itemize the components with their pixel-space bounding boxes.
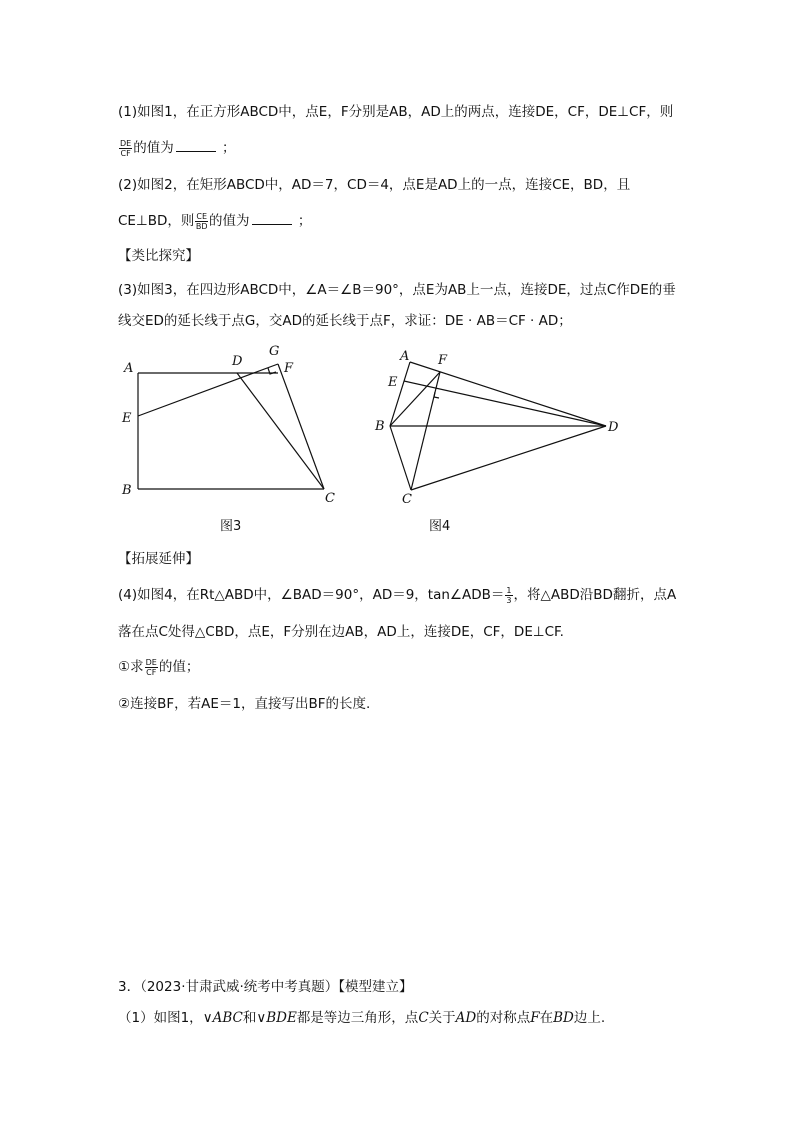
q4-sub1-fraction bbox=[145, 658, 158, 677]
q2-text-after: 的值为 bbox=[209, 213, 250, 229]
q2-fraction bbox=[195, 212, 208, 231]
fig4-line-BF bbox=[390, 372, 440, 426]
fig4-right-angle-mark bbox=[434, 392, 439, 398]
q3-line1: (3)如图3，在四边形ABCD中，∠A＝∠B＝90°，点E为AB上一点，连接DE，过点C作DE的垂 bbox=[118, 282, 676, 298]
p3-point-c: C bbox=[418, 1010, 429, 1026]
fig4-label-B: B bbox=[375, 419, 385, 434]
p3-triangle-bde: ∨BDE bbox=[256, 1010, 297, 1026]
q2-frac-den: BD bbox=[195, 221, 208, 231]
p3-text-k: 在 bbox=[539, 1010, 554, 1026]
fig3-label-D: D bbox=[232, 354, 243, 369]
q1-end: ； bbox=[222, 140, 236, 156]
fig4-side-AB bbox=[390, 362, 410, 426]
p3-line-bd: BD bbox=[553, 1010, 574, 1026]
fig4-label-D: D bbox=[608, 420, 619, 435]
q2-line1: (2)如图2，在矩形ABCD中，AD＝7，CD＝4，点E是AD上的一点，连接CE，BD，且 bbox=[118, 177, 631, 193]
p3-text-m: 边上. bbox=[573, 1010, 606, 1026]
fig4-line-ED bbox=[404, 381, 606, 426]
q1-frac-den: CF bbox=[120, 148, 131, 158]
figure-3 bbox=[121, 344, 335, 534]
p3-text-g: 关于 bbox=[428, 1010, 456, 1026]
q4-sub1 bbox=[118, 657, 199, 677]
q4-sub1-num: DE bbox=[145, 657, 157, 667]
fig3-label-E: E bbox=[122, 411, 132, 426]
p3-text-e: 都是等边三角形，点 bbox=[296, 1010, 419, 1026]
p3-text-a: （1）如图1， bbox=[118, 1010, 203, 1026]
p3-line-ad: AD bbox=[455, 1010, 477, 1026]
q1-frac-num: DE bbox=[120, 138, 132, 148]
section-analogy-heading: 【类比探究】 bbox=[118, 248, 199, 264]
q1-line1: (1)如图1，在正方形ABCD中，点E，F分别是AB，AD上的两点，连接DE，CF，DE⊥CF，则 bbox=[118, 104, 674, 120]
figures-area bbox=[0, 340, 794, 540]
q4-text-start: (4)如图4，在Rt△ABD中，∠BAD＝90°，AD＝9，tan∠ADB＝ bbox=[118, 587, 505, 603]
q4-tan-num: 1 bbox=[506, 585, 512, 595]
q3-line2: 线交ED的延长线于点G，交AD的延长线于点F，求证：DE · AB＝CF · AD； bbox=[118, 313, 572, 329]
fig3-label-C: C bbox=[325, 491, 335, 506]
q1-text-after: 的值为 bbox=[133, 140, 174, 156]
p3-text-c: 和 bbox=[242, 1010, 257, 1026]
q2-frac-num: CE bbox=[196, 211, 208, 221]
problem3-header: 3．（2023·甘肃武威·统考中考真题）【模型建立】 bbox=[118, 979, 413, 995]
fig3-label-G: G bbox=[269, 344, 280, 359]
q1-line2 bbox=[118, 138, 236, 158]
p3-point-f: F bbox=[530, 1010, 540, 1026]
p3-triangle-abc: ∨ABC bbox=[202, 1010, 243, 1026]
fig3-label-B: B bbox=[122, 483, 132, 498]
p3-text-i: 的对称点 bbox=[476, 1010, 531, 1026]
q1-answer-blank[interactable] bbox=[176, 139, 216, 152]
q4-tan-den: 3 bbox=[506, 595, 512, 605]
q4-tan-fraction bbox=[505, 586, 512, 605]
q1-fraction bbox=[119, 139, 132, 158]
q2-answer-blank[interactable] bbox=[252, 212, 292, 225]
q4-line2: 落在点C处得△CBD，点E，F分别在边AB，AD上，连接DE，CF，DE⊥CF. bbox=[118, 624, 564, 640]
q2-line2 bbox=[118, 211, 311, 231]
fig3-line-EG bbox=[138, 364, 278, 416]
fig3-line-GC bbox=[278, 364, 324, 489]
fig3-caption: 图3 bbox=[220, 519, 242, 534]
q4-line1 bbox=[118, 585, 676, 605]
fig3-label-A: A bbox=[124, 361, 134, 376]
q2-text-start: CE⊥BD，则 bbox=[118, 213, 195, 229]
fig4-label-F: F bbox=[438, 353, 448, 368]
fig4-label-E: E bbox=[388, 375, 398, 390]
q4-sub1-den: CF bbox=[146, 667, 157, 677]
problem3-line2 bbox=[118, 1008, 605, 1028]
q4-sub1-end: 的值； bbox=[158, 659, 200, 675]
fig4-caption: 图4 bbox=[429, 519, 451, 534]
fig4-label-C: C bbox=[402, 492, 412, 507]
q4-sub1-start: ①求 bbox=[118, 659, 144, 675]
fig4-label-A: A bbox=[400, 349, 410, 364]
fig4-side-AD bbox=[410, 362, 606, 426]
fig4-side-BC bbox=[390, 426, 411, 490]
q2-end: ； bbox=[297, 213, 312, 229]
fig4-line-FC bbox=[411, 372, 440, 490]
q4-sub2: ②连接BF，若AE＝1，直接写出BF的长度. bbox=[118, 696, 371, 712]
figure-4 bbox=[374, 349, 619, 534]
fig3-label-F: F bbox=[284, 361, 294, 376]
section-extension-heading: 【拓展延伸】 bbox=[118, 551, 199, 567]
q4-text-end: ，将△ABD沿BD翻折，点A bbox=[513, 587, 677, 603]
fig4-side-CD bbox=[411, 426, 606, 490]
fig3-line-DC bbox=[237, 373, 324, 489]
